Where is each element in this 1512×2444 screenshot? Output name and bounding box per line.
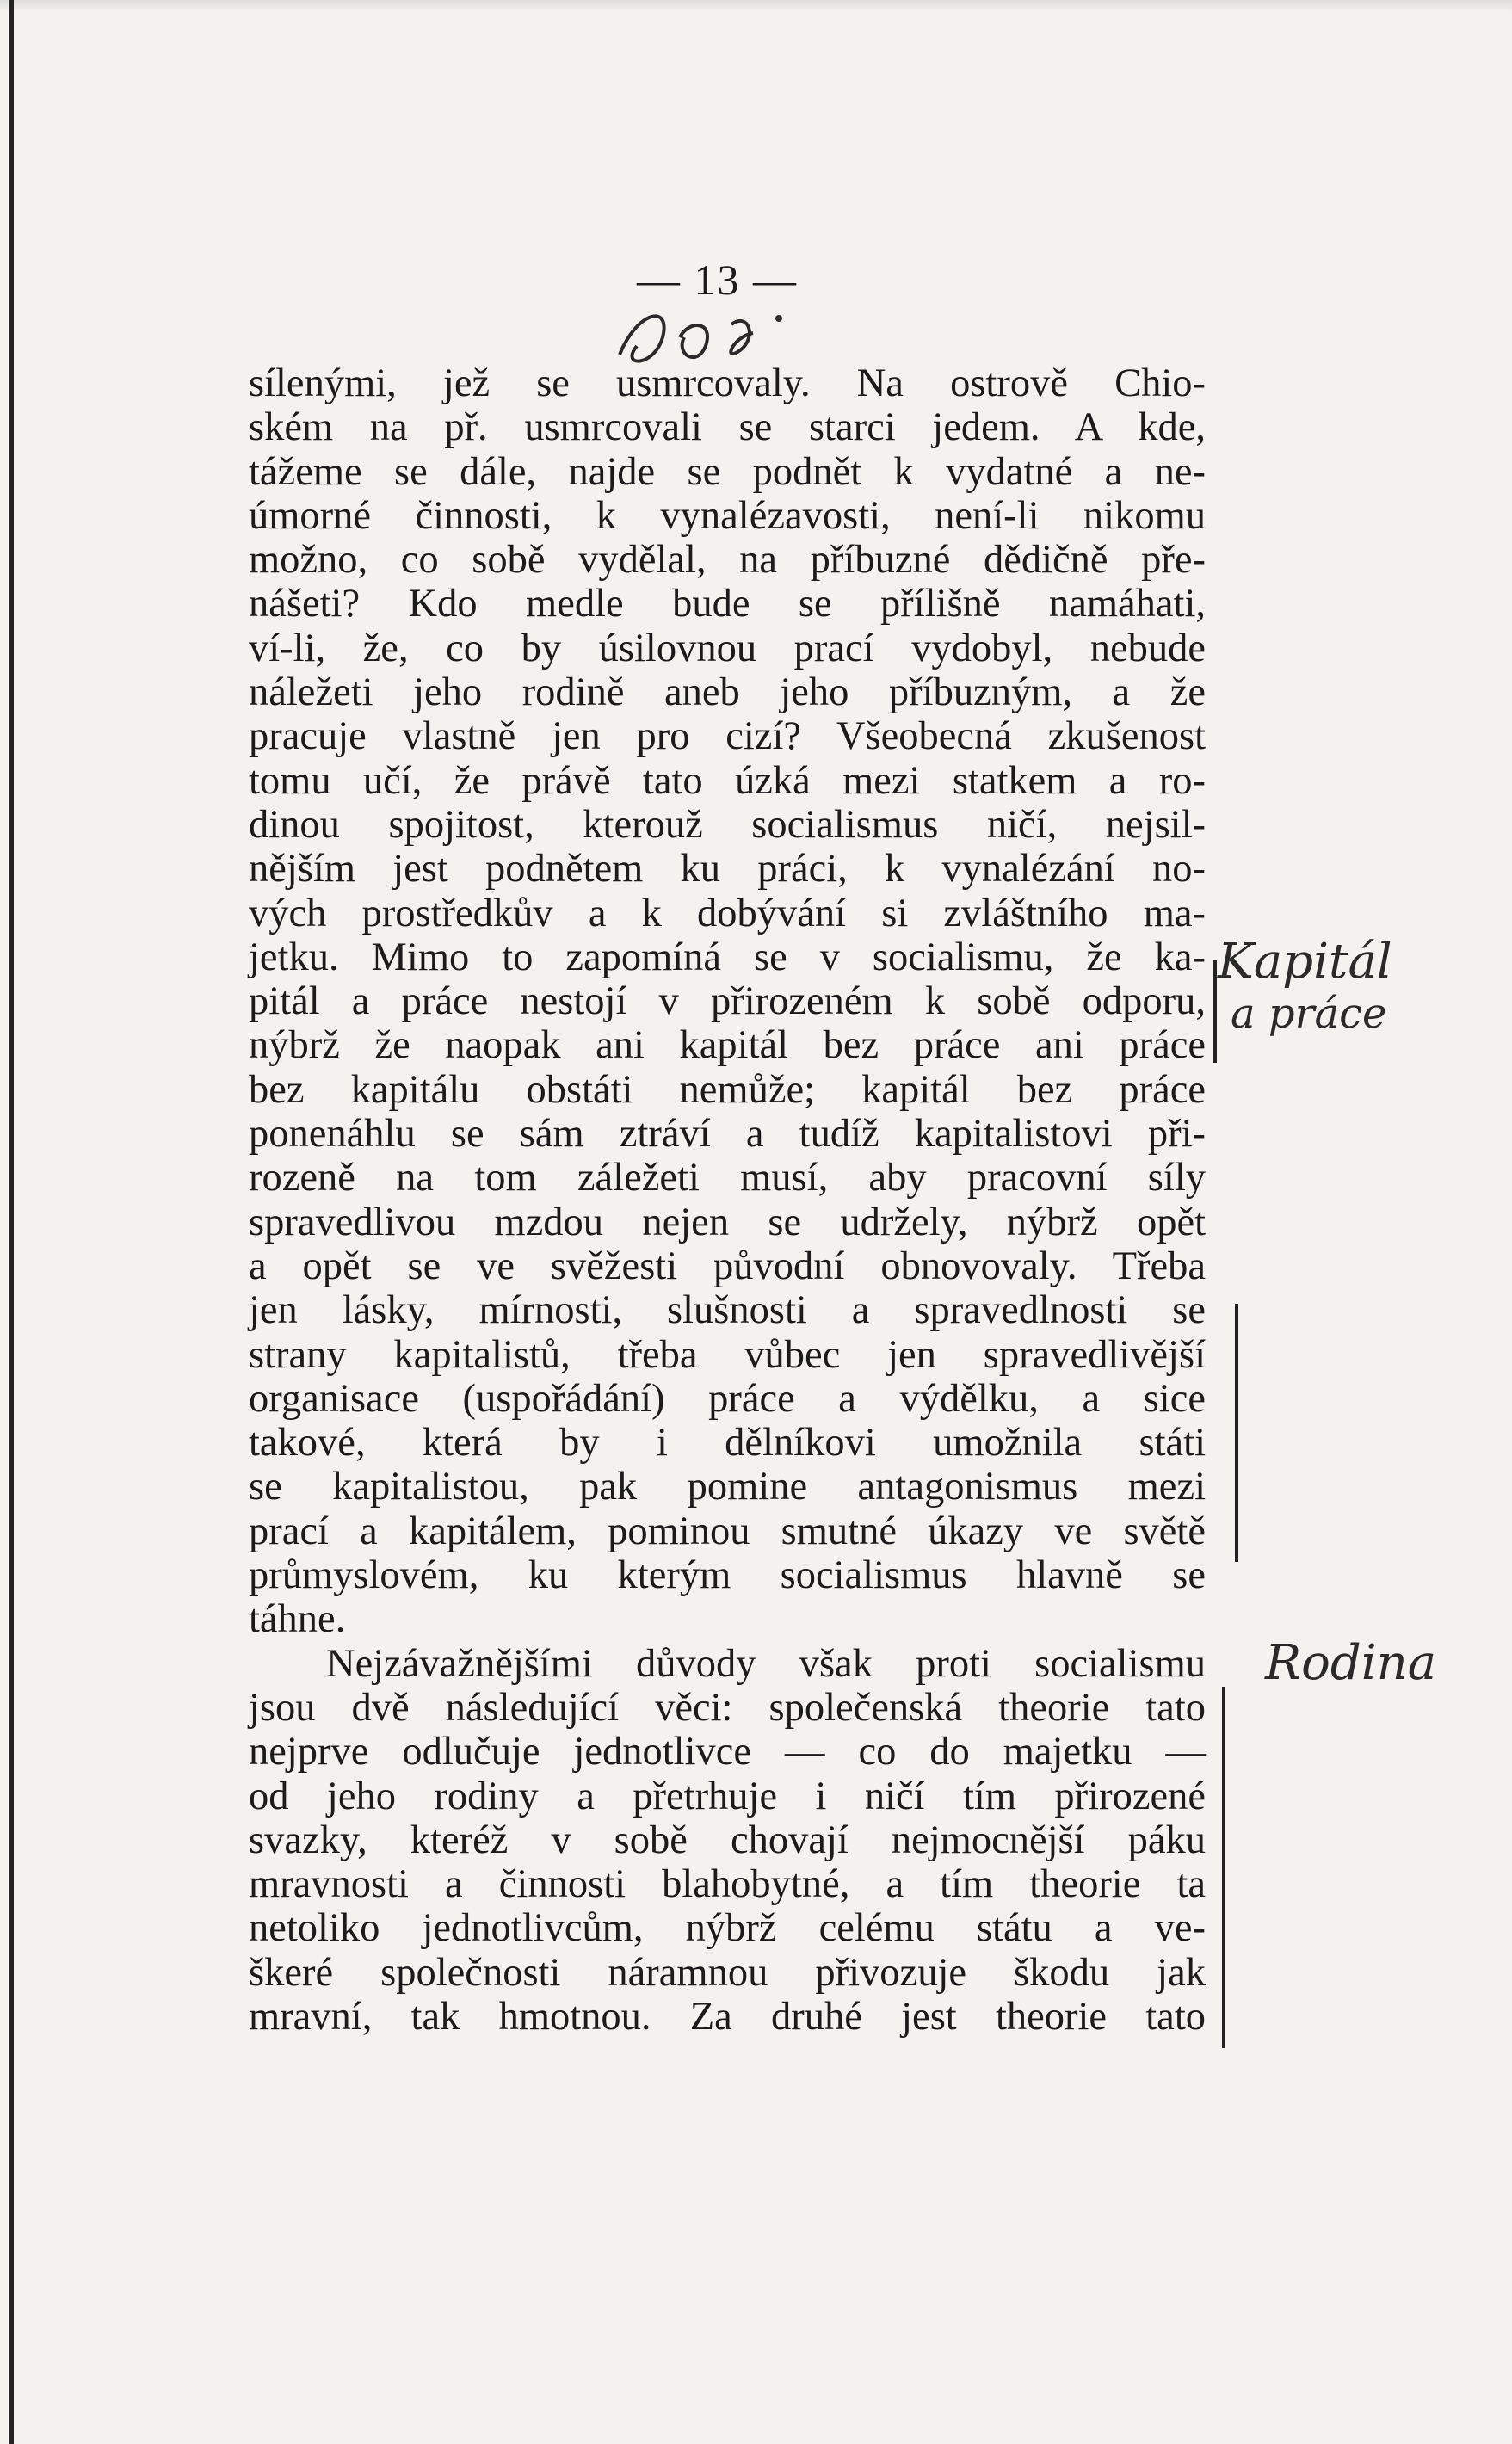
binding-edge	[9, 0, 14, 2444]
margin-bracket	[1213, 960, 1217, 1063]
text-line: nejprve odlučuje jednotlivce — co do majetku —	[249, 1730, 1206, 1774]
text-line: svazky, kteréž v sobě chovají nejmocnější páku	[249, 1818, 1206, 1862]
margin-bracket	[1222, 1687, 1225, 2048]
text-line: jen lásky, mírnosti, slušnosti a spravedlnosti se	[249, 1288, 1206, 1333]
text-line: tomu učí, že právě tato úzká mezi statkem a ro-	[249, 758, 1206, 803]
text-line: táhne.	[249, 1597, 346, 1642]
text-line: ví-li, že, co by úsilovnou prací vydobyl, nebude	[249, 626, 1206, 670]
text-line: úmorné činnosti, k vynalézavosti, není-li nikomu	[249, 493, 1206, 538]
text-line: se kapitalistou, pak pomine antagonismus mezi	[249, 1465, 1206, 1509]
text-line: nějším jest podnětem ku práci, k vynalézání no-	[249, 847, 1206, 892]
text-line: netoliko jednotlivcům, nýbrž celému státu a ve-	[249, 1906, 1206, 1951]
text-line: jsou dvě následující věci: společenská theorie tato	[249, 1685, 1206, 1730]
text-line: takové, která by i dělníkovi umožnila státi	[249, 1421, 1206, 1466]
text-line: organisace (uspořádání) práce a výdělku, a sice	[249, 1376, 1206, 1421]
text-line: a opět se ve svěžesti původní obnovovaly. Třeba	[249, 1244, 1206, 1288]
text-line: průmyslovém, ku kterým socialismus hlavně se	[249, 1553, 1206, 1598]
page-top-shadow	[0, 0, 1512, 12]
text-line: pitál a práce nestojí v přirozeném k sobě odporu,	[249, 979, 1206, 1024]
text-line: ském na př. usmrcovali se starci jedem. A kde,	[249, 405, 1206, 450]
text-line: strany kapitalistů, třeba vůbec jen spravedlivější	[249, 1332, 1206, 1377]
text-line: nášeti? Kdo medle bude se přílišně namáhati,	[249, 582, 1206, 626]
margin-note-top	[1308, 129, 1310, 130]
text-line: mravní, tak hmotnou. Za druhé jest theorie tato	[249, 1994, 1206, 2039]
text-line: nýbrž že naopak ani kapitál bez práce ani práce	[249, 1023, 1206, 1068]
text-line: Nejzávažnějšími důvody však proti socialismu	[326, 1641, 1206, 1686]
text-line: dinou spojitost, kterouž socialismus ničí, nejsil-	[249, 802, 1206, 847]
text-line: mravnosti a činnosti blahobytné, a tím theorie ta	[249, 1862, 1206, 1907]
margin-note-labour: a práce	[1231, 990, 1387, 1038]
text-line: tážeme se dále, najde se podnět k vydatné a ne-	[249, 449, 1206, 494]
text-line: možno, co sobě vydělal, na příbuzné dědičně pře-	[249, 538, 1206, 583]
text-line: sílenými, jež se usmrcovaly. Na ostrově Chio-	[249, 361, 1206, 405]
text-line: bez kapitálu obstáti nemůže; kapitál bez práce	[249, 1067, 1206, 1112]
text-line: od jeho rodiny a přetrhuje i ničí tím přirozené	[249, 1774, 1206, 1818]
text-line: ponenáhlu se sám ztráví a tudíž kapitalistovi při-	[249, 1112, 1206, 1157]
page-number: — 13 —	[637, 256, 798, 304]
text-line: jetku. Mimo to zapomíná se v socialismu, že ka-	[249, 935, 1206, 979]
text-line: prací a kapitálem, pominou smutné úkazy ve světě	[249, 1509, 1206, 1553]
text-line: vých prostředkův a k dobývání si zvláštního ma-	[249, 891, 1206, 935]
margin-bracket	[1235, 1304, 1238, 1562]
text-line: spravedlivou mzdou nejen se udržely, nýbrž opět	[249, 1200, 1206, 1244]
text-line: náležeti jeho rodině aneb jeho příbuzným, a že	[249, 670, 1206, 715]
text-line: škeré společnosti náramnou přivozuje škodu jak	[249, 1950, 1206, 1995]
text-line: pracuje vlastně jen pro cizí? Všeobecná zkušenost	[249, 714, 1206, 759]
text-line: rozeně na tom záležeti musí, aby pracovní síly	[249, 1156, 1206, 1200]
margin-note-capital: Kapitál	[1218, 934, 1392, 990]
margin-note-family: Rodina	[1265, 1635, 1437, 1691]
body-text	[249, 361, 1206, 2039]
